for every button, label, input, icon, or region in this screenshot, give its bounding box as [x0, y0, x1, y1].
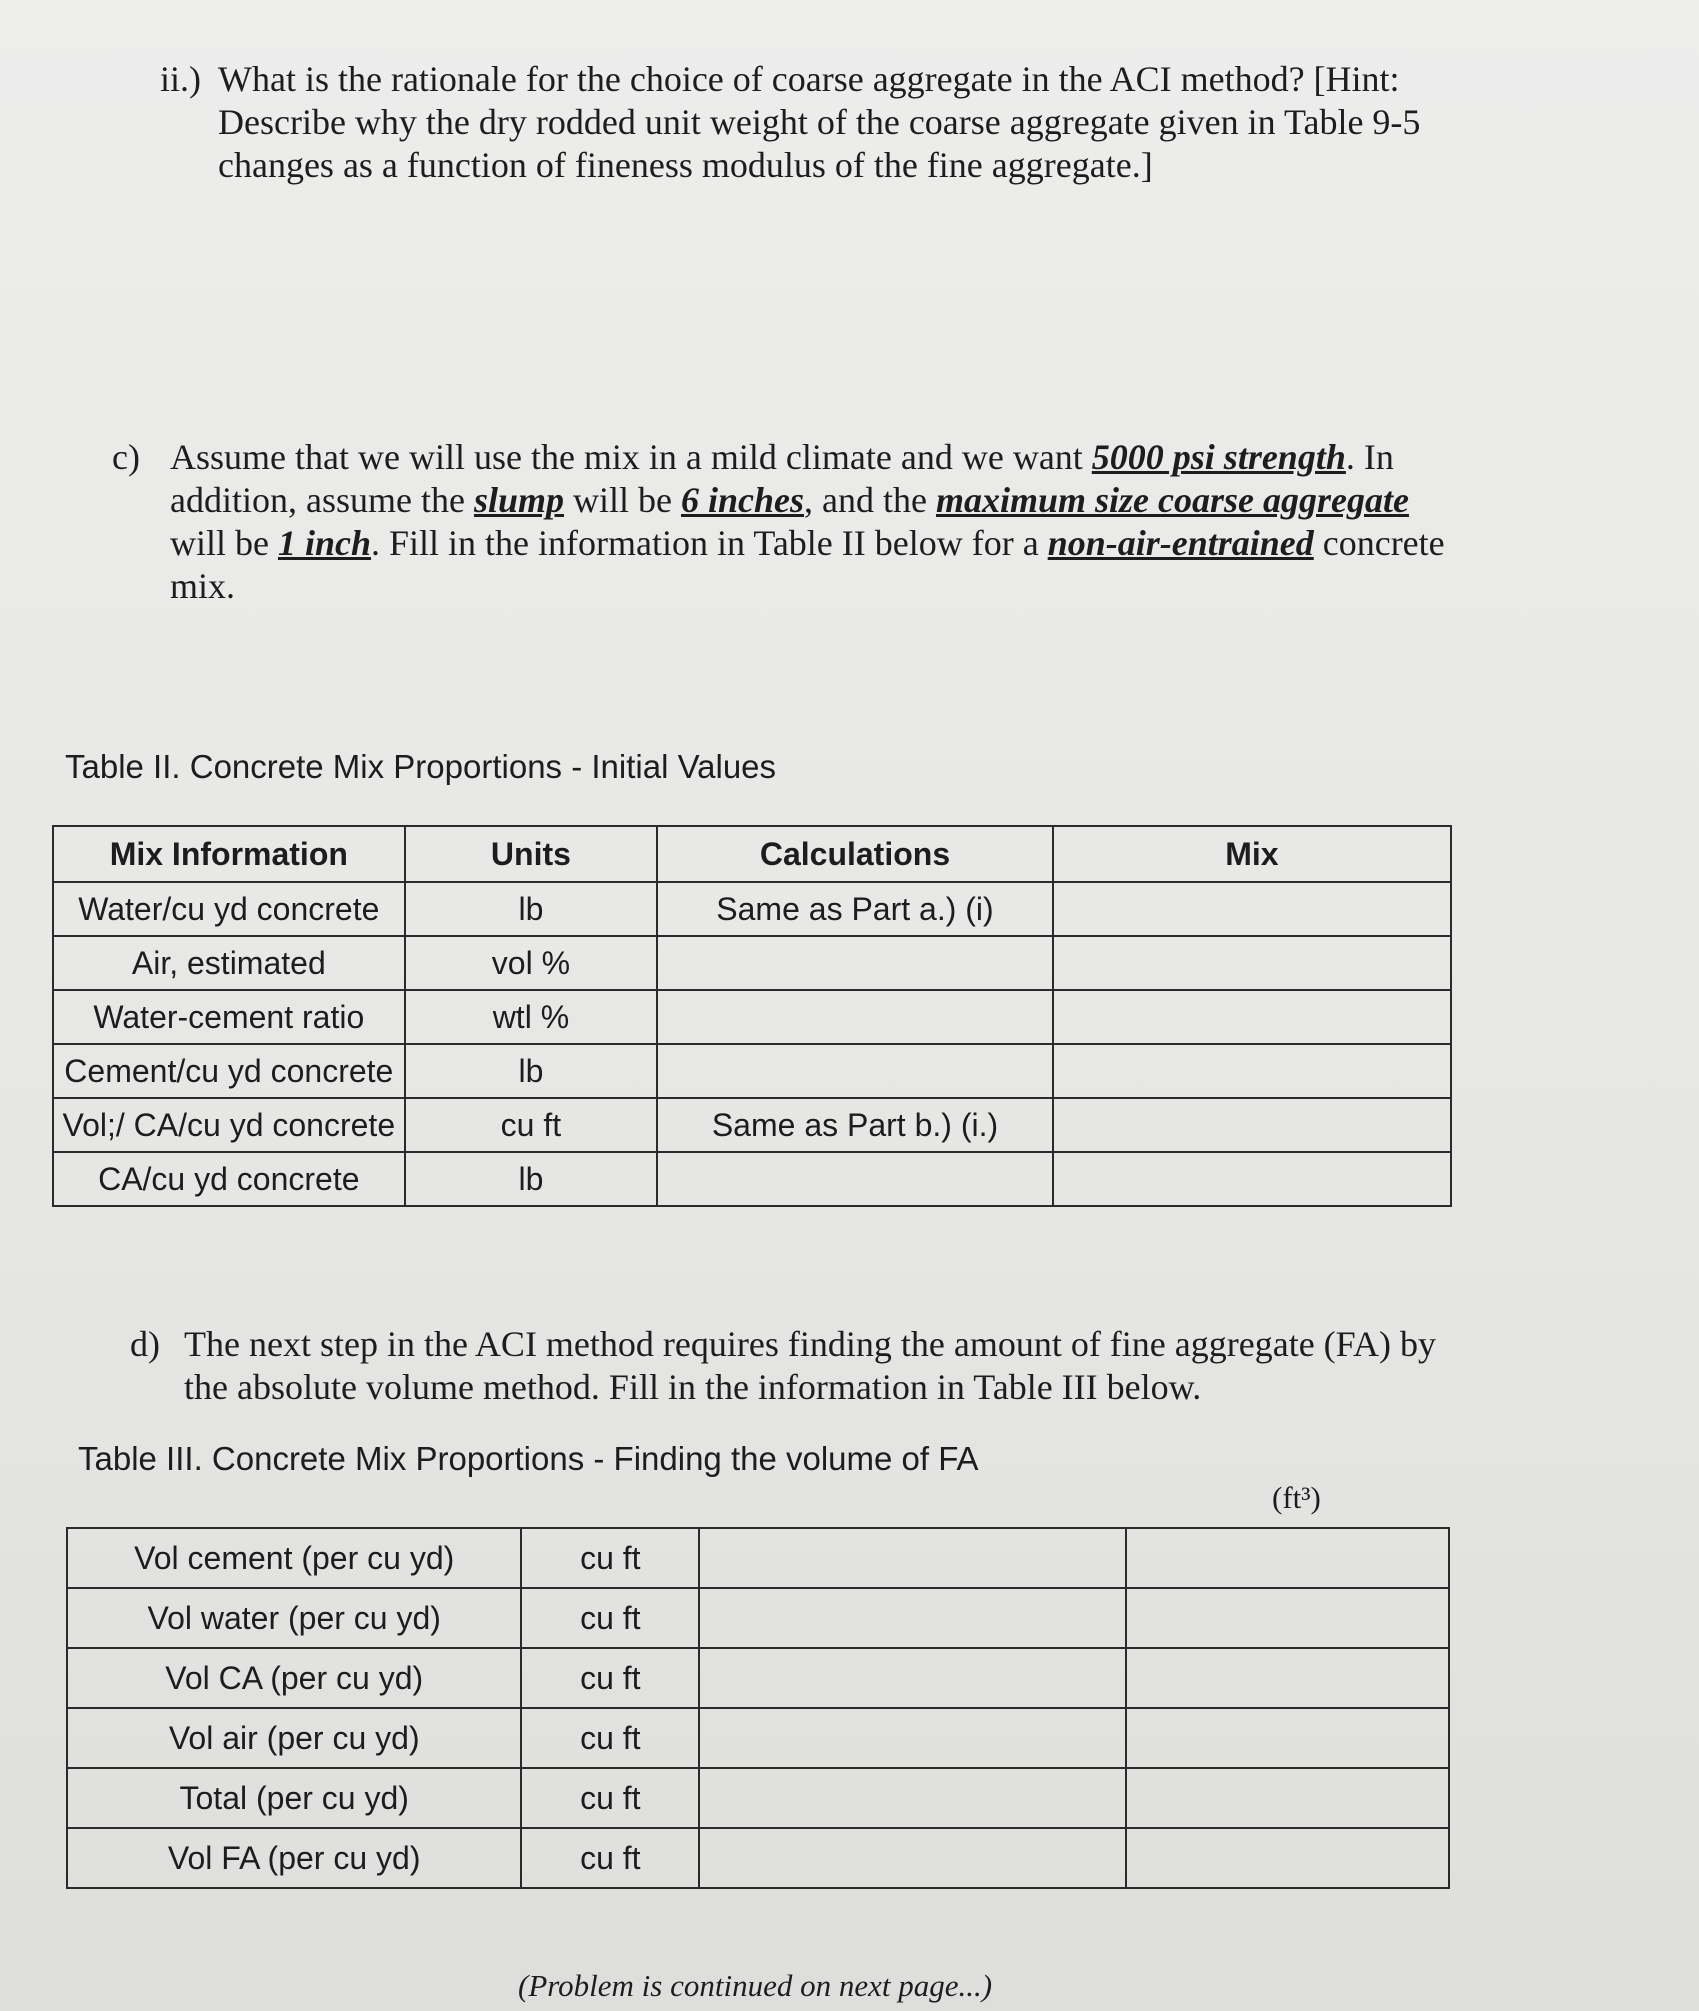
- row-units: cu ft: [521, 1828, 699, 1888]
- emphasis-strength: 5000 psi strength: [1091, 437, 1346, 477]
- row-calculation[interactable]: [657, 1152, 1053, 1206]
- row-units: cu ft: [405, 1098, 658, 1152]
- row-calculation[interactable]: [699, 1768, 1126, 1828]
- table-row: [67, 1648, 1449, 1708]
- row-calculation[interactable]: [699, 1708, 1126, 1768]
- row-mix-value[interactable]: [1053, 936, 1451, 990]
- text-run: Assume that we will use the mix in a mild climate and we want: [170, 437, 1092, 477]
- row-calculation[interactable]: [699, 1648, 1126, 1708]
- table-iii-caption: Table III. Concrete Mix Proportions - Finding the volume of FA: [78, 1440, 979, 1477]
- row-units: lb: [405, 882, 658, 936]
- row-units: cu ft: [521, 1648, 699, 1708]
- table-row: [53, 1152, 1451, 1206]
- table-row: [53, 990, 1451, 1044]
- row-label: Total (per cu yd): [67, 1768, 521, 1828]
- row-label: Vol water (per cu yd): [67, 1588, 521, 1648]
- emphasis-max-aggregate: maximum size coarse aggregate: [935, 480, 1409, 520]
- table-ii: [52, 825, 1452, 1207]
- table-row: [53, 1098, 1451, 1152]
- row-units: cu ft: [521, 1588, 699, 1648]
- row-label: Water/cu yd concrete: [53, 882, 405, 936]
- text-run: . In addition, assume the: [170, 437, 1394, 520]
- table-ii-caption: Table II. Concrete Mix Proportions - Initial Values: [65, 748, 777, 785]
- row-label: Vol CA (per cu yd): [67, 1648, 521, 1708]
- row-label: CA/cu yd concrete: [53, 1152, 405, 1206]
- row-mix-value[interactable]: [1053, 1098, 1451, 1152]
- question-d-label: d): [130, 1324, 160, 1364]
- table-row: [67, 1828, 1449, 1888]
- row-units: lb: [405, 1152, 658, 1206]
- row-units: wtl %: [405, 990, 658, 1044]
- row-calculation[interactable]: [699, 1528, 1126, 1588]
- row-value[interactable]: [1126, 1708, 1449, 1768]
- question-c: [112, 436, 1452, 608]
- table-iii: [66, 1527, 1450, 1889]
- question-ii-label: ii.): [160, 59, 201, 99]
- row-label: Vol air (per cu yd): [67, 1708, 521, 1768]
- row-label: Water-cement ratio: [53, 990, 405, 1044]
- row-value[interactable]: [1126, 1768, 1449, 1828]
- row-label: Cement/cu yd concrete: [53, 1044, 405, 1098]
- header-mix: Mix: [1053, 826, 1451, 882]
- row-units: vol %: [405, 936, 658, 990]
- question-ii: [160, 58, 1460, 187]
- emphasis-slump: slump: [473, 480, 564, 520]
- row-calculation[interactable]: [657, 1044, 1053, 1098]
- question-c-text: [170, 436, 1452, 608]
- row-units: cu ft: [521, 1768, 699, 1828]
- text-run: . Fill in the information in Table II below for a: [371, 523, 1048, 563]
- table-row: [67, 1768, 1449, 1828]
- header-units: Units: [405, 826, 658, 882]
- row-mix-value[interactable]: [1053, 990, 1451, 1044]
- row-mix-value[interactable]: [1053, 1044, 1451, 1098]
- header-mix-information: Mix Information: [53, 826, 405, 882]
- continued-note: (Problem is continued on next page...): [518, 1968, 993, 2003]
- emphasis-aggregate-size: 1 inch: [277, 523, 372, 563]
- emphasis-slump-value: 6 inches: [680, 480, 804, 520]
- table-row: [67, 1528, 1449, 1588]
- unit-note-ft3: (ft³): [1272, 1480, 1321, 1515]
- row-value[interactable]: [1126, 1828, 1449, 1888]
- row-units: cu ft: [521, 1528, 699, 1588]
- text-run: , and the: [804, 480, 936, 520]
- table-row: [53, 1044, 1451, 1098]
- row-calculation[interactable]: [699, 1588, 1126, 1648]
- question-d: [130, 1323, 1450, 1409]
- question-d-text: The next step in the ACI method requires finding the amount of fine aggregate (FA) by the absolute volume method. Fill in the information in Table III below.: [184, 1324, 1437, 1407]
- table-header-row: [53, 826, 1451, 882]
- row-label: Vol FA (per cu yd): [67, 1828, 521, 1888]
- row-label: Air, estimated: [53, 936, 405, 990]
- row-calculation[interactable]: [657, 990, 1053, 1044]
- header-calculations: Calculations: [657, 826, 1053, 882]
- row-calculation[interactable]: Same as Part b.) (i.): [657, 1098, 1053, 1152]
- table-row: [67, 1708, 1449, 1768]
- row-value[interactable]: [1126, 1588, 1449, 1648]
- emphasis-non-air-entrained: non-air-entrained: [1047, 523, 1314, 563]
- table-row: [53, 936, 1451, 990]
- row-mix-value[interactable]: [1053, 882, 1451, 936]
- table-row: [67, 1588, 1449, 1648]
- row-units: lb: [405, 1044, 658, 1098]
- text-run: will be: [564, 480, 681, 520]
- table-row: [53, 882, 1451, 936]
- question-c-label: c): [112, 437, 140, 477]
- question-ii-text: What is the rationale for the choice of coarse aggregate in the ACI method? [Hint: Describe why the dry rodded unit weight of the coarse aggregate given in Table 9-5 changes as a function of fineness modulus of the fine aggregate.]: [218, 59, 1421, 185]
- row-calculation[interactable]: Same as Part a.) (i): [657, 882, 1053, 936]
- text-run: concrete mix.: [170, 523, 1445, 606]
- row-units: cu ft: [521, 1708, 699, 1768]
- text-run: will be: [170, 523, 278, 563]
- row-mix-value[interactable]: [1053, 1152, 1451, 1206]
- row-calculation[interactable]: [657, 936, 1053, 990]
- row-value[interactable]: [1126, 1528, 1449, 1588]
- row-label: Vol;/ CA/cu yd concrete: [53, 1098, 405, 1152]
- row-value[interactable]: [1126, 1648, 1449, 1708]
- row-label: Vol cement (per cu yd): [67, 1528, 521, 1588]
- row-calculation[interactable]: [699, 1828, 1126, 1888]
